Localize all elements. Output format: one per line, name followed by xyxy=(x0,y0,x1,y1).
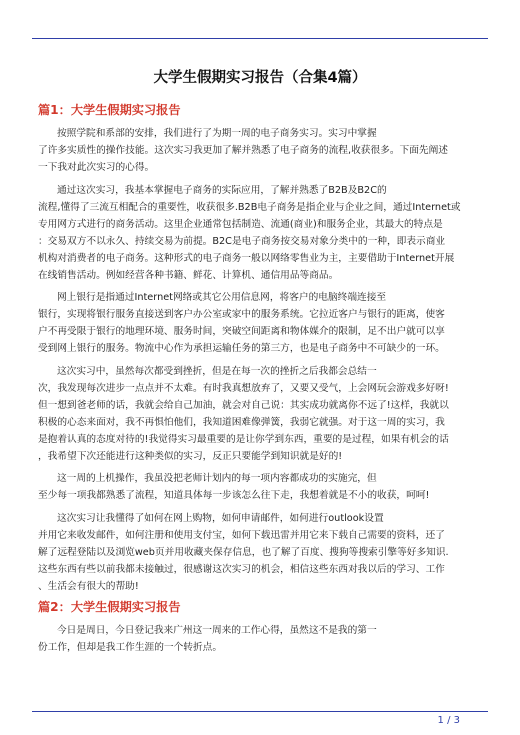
text-line: 按照学院和系部的安排，我们进行了为期一周的电子商务实习。实习中掌握 xyxy=(57,128,377,139)
text-line: 至少每一项我都熟悉了流程，知道具体每一步该怎么往下走，我想着就是不小的收获，呵呵! xyxy=(38,490,430,501)
text-line: 专用网方式进行的商务活动。这里企业通常包括制造、流通(商业)和服务企业，其最大的特点是 xyxy=(38,218,443,230)
text-line: 份工作，但却是我工作生涯的一个转折点。 xyxy=(38,642,223,653)
text-line: 这一周的上机操作，我虽没把老师计划内的每一项内容都成功的实施完，但 xyxy=(57,473,377,484)
text-line: 受到网上银行的服务。物流中心作为承担运输任务的第三方，也是电子商务中不可缺少的一环。 xyxy=(38,343,445,354)
text-line: 机构对消费者的电子商务。这种形式的电子商务一般以网络零售业为主，主要借助于Internet开展 xyxy=(38,252,455,264)
paragraph xyxy=(38,510,484,595)
text-line: 这些东西有些以前我都未接触过，很感谢这次实习的机会，相信这些东西对我以后的学习、工作 xyxy=(38,563,445,575)
paragraph xyxy=(38,622,484,656)
text-line: 通过这次实习，我基本掌握电子商务的实际应用，了解并熟悉了B2B及B2C的 xyxy=(57,184,387,196)
paragraph xyxy=(38,125,484,176)
header-rule xyxy=(32,38,488,39)
text-line: 了许多实质性的操作技能。这次实习我更加了解并熟悉了电子商务的流程,收获很多。下面先阐述 xyxy=(38,145,448,156)
text-line: 户不再受限于银行的地理环境、服务时间，突破空间距离和物体媒介的限制，足不出户就可以享 xyxy=(38,326,445,337)
text-line: 并用它来收发邮件，如何注册和使用支付宝，如何下载迅雷并用它来下载自己需要的资料，还了 xyxy=(38,529,445,541)
text-line: 次，我发现每次进步一点点并不太难。有时我真想放弃了，又要又受气，上会网玩会游戏多好呀! xyxy=(38,382,449,394)
text-line: 银行，实现将银行服务直接送到客户办公室或家中的服务系统。它拉近客户与银行的距离，使客 xyxy=(38,309,445,320)
paragraph xyxy=(38,182,484,284)
section-1-body xyxy=(38,125,484,600)
paragraph xyxy=(38,470,484,504)
text-line: 一下我对此次实习的心得。 xyxy=(38,162,155,173)
section-2-heading: 篇2：大学生假期实习报告 xyxy=(38,600,181,614)
text-line: 但一想到爸老师的话，我就会给自己加油，就会对自己说：其实成功就离你不远了!这样，我就以 xyxy=(38,399,449,411)
text-line: 积极的心态来面对，我不再惧怕他们，我知道困难像弹簧，我弱它就强。对于这一周的实习，我 xyxy=(38,416,445,428)
text-line: ，我希望下次还能进行这种类似的实习，反正只要能学到知识就是好的! xyxy=(38,450,343,462)
text-line: 解了远程登陆以及浏览web页并用收藏夹保存信息，也了解了百度、搜狗等搜索引擎等好多知识. xyxy=(38,546,449,558)
page-number: 1 / 3 xyxy=(437,715,460,726)
text-line: 今日是周日，今日登记我来广州这一周来的工作心得，虽然这不是我的第一 xyxy=(57,625,377,636)
text-line: 在线销售活动。例如经营各种书籍、鲜花、计算机、通信用品等商品。 xyxy=(38,269,339,281)
section-1-heading: 篇1：大学生假期实习报告 xyxy=(38,103,181,117)
text-line: 、生活会有很大的帮助! xyxy=(38,580,139,592)
document-title: 大学生假期实习报告（合集4篇） xyxy=(153,70,367,86)
paragraph xyxy=(38,289,484,357)
section-2-body xyxy=(38,622,484,662)
paragraph xyxy=(38,363,484,465)
text-line: 是抱着认真的态度对待的!我觉得实习最重要的是让你学到东西，重要的是过程，如果有机会的话 xyxy=(38,433,449,445)
text-line: 这次实习中，虽然每次都受到挫折，但是在每一次的挫折之后我都会总结一 xyxy=(57,365,377,377)
text-line: 网上银行是指通过Internet网络或其它公用信息网，将客户的电脑终端连接至 xyxy=(57,292,387,303)
text-line: ：交易双方不以永久、持续交易为前提。B2C是电子商务按交易对象分类中的一种，即表示商业 xyxy=(38,235,446,247)
footer-rule xyxy=(32,711,488,712)
text-line: 流程,懂得了三流互相配合的重要性，收获很多.B2B电子商务是指企业与企业之间，通过Internet或 xyxy=(38,201,461,213)
text-line: 这次实习让我懂得了如何在网上购物，如何申请邮件，如何进行outlook设置 xyxy=(57,512,384,524)
